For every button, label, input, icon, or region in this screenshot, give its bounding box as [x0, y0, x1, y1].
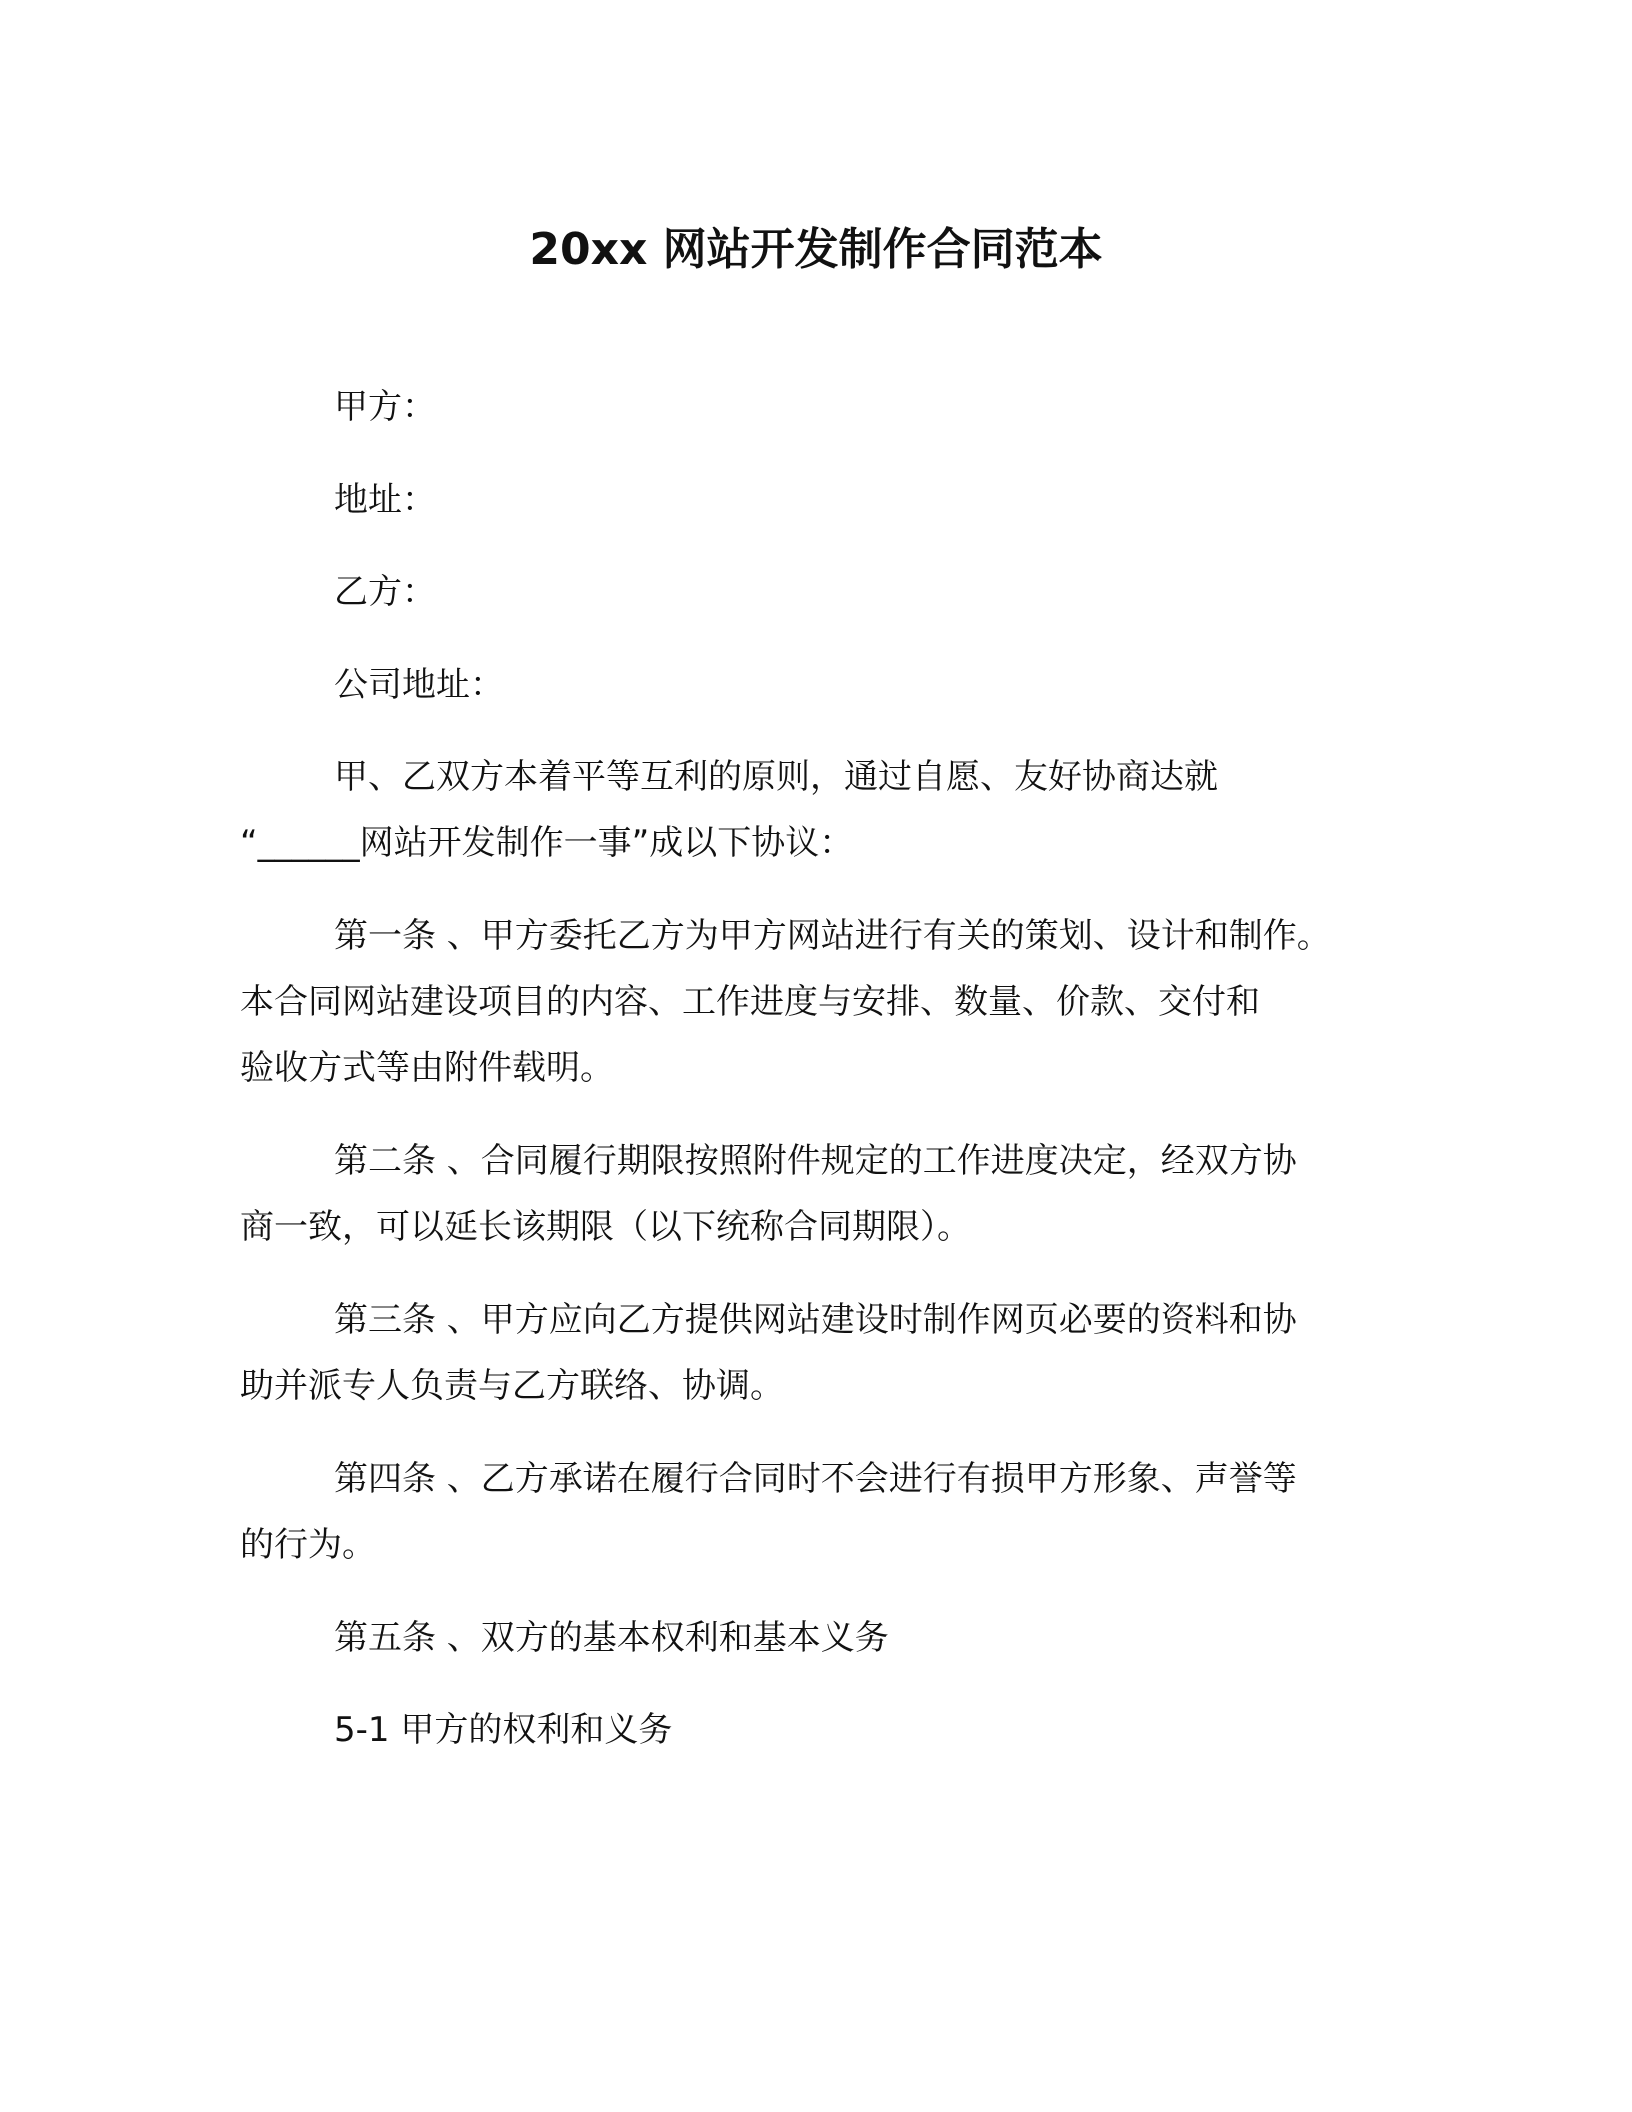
article-3-line-2: 助并派专人负责与乙方联络、协调。	[240, 1366, 784, 1406]
preamble-line-1: 甲、乙双方本着平等互利的原则，通过自愿、友好协商达就	[334, 757, 1218, 797]
article-2-line-2: 商一致，可以延长该期限（以下统称合同期限）。	[240, 1207, 971, 1247]
company-address-field: 公司地址：	[334, 665, 504, 705]
document-title: 20xx 网站开发制作合同范本	[529, 224, 1103, 275]
article-3-line-1: 第三条 、甲方应向乙方提供网站建设时制作网页必要的资料和协	[334, 1300, 1297, 1340]
article-1-line-1: 第一条 、甲方委托乙方为甲方网站进行有关的策划、设计和制作。	[334, 916, 1331, 956]
article-4-line-2: 的行为。	[240, 1525, 376, 1565]
article-5-sub-1: 5-1 甲方的权利和义务	[334, 1710, 673, 1750]
party-b-field: 乙方：	[334, 572, 436, 612]
article-2-line-1: 第二条 、合同履行期限按照附件规定的工作进度决定，经双方协	[334, 1141, 1297, 1181]
article-4-line-1: 第四条 、乙方承诺在履行合同时不会进行有损甲方形象、声誉等	[334, 1459, 1297, 1499]
address-field: 地址：	[334, 480, 436, 520]
article-1-line-3: 验收方式等由附件载明。	[240, 1048, 614, 1088]
party-a-field: 甲方：	[334, 387, 436, 427]
preamble-line-2: “______网站开发制作一事”成以下协议：	[240, 823, 854, 863]
article-1-line-2: 本合同网站建设项目的内容、工作进度与安排、数量、价款、交付和	[240, 982, 1260, 1022]
article-5-heading: 第五条 、双方的基本权利和基本义务	[334, 1618, 889, 1658]
